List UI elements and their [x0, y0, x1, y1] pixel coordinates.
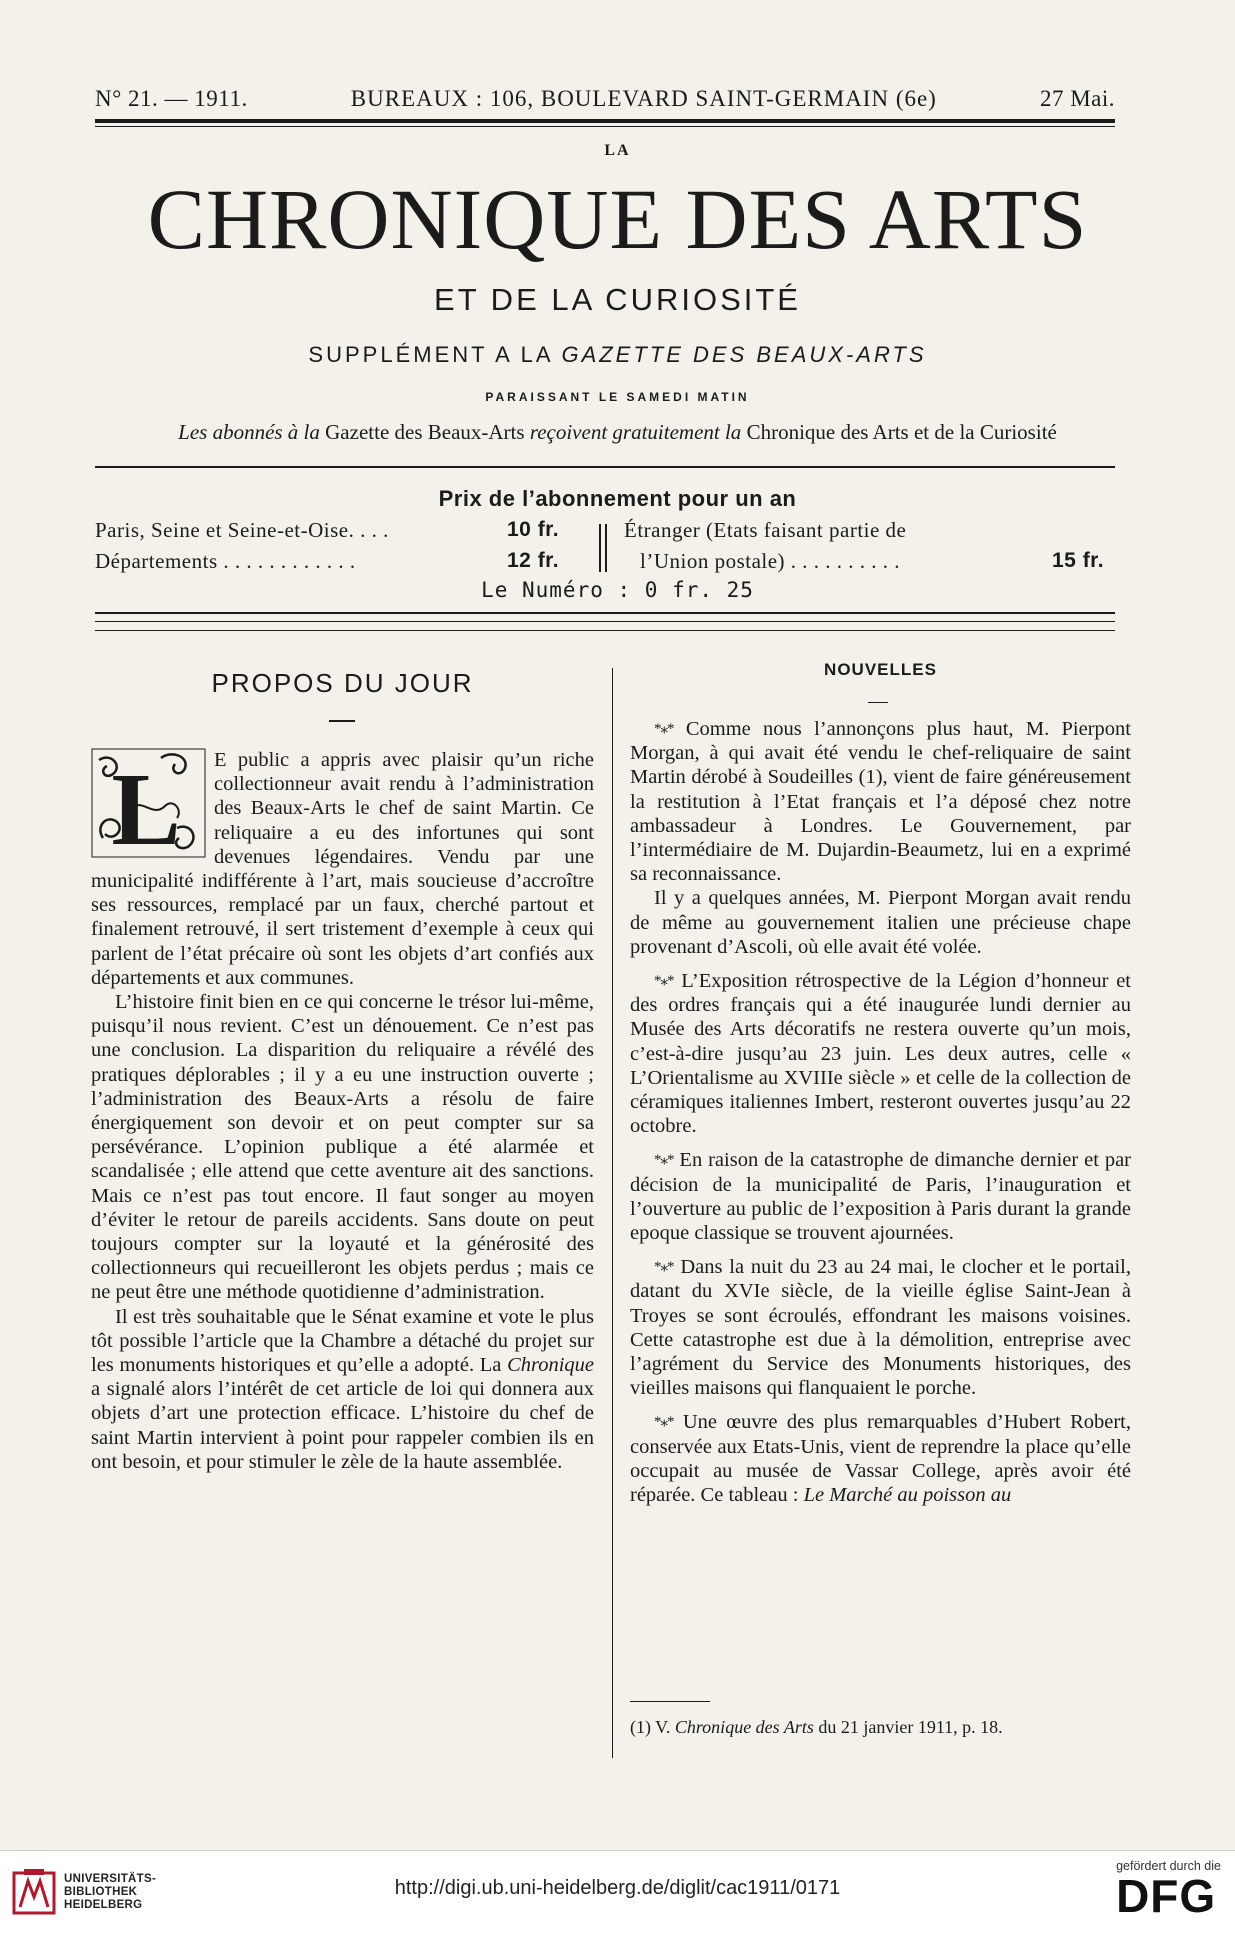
- asterism-icon: *⁎*: [654, 1152, 674, 1169]
- departements-label: Départements . . . . . . . . . . . .: [95, 549, 356, 573]
- dfg-label: gefördert durch die: [1116, 1859, 1221, 1873]
- masthead-la: LA: [604, 142, 631, 159]
- nouvelle-2-text: L’Exposition rétrospective de la Légion d’honneur et des ordres français qui a été inaugurée lundi dernier au Musée des Arts décoratifs ne restera ouverte qu’un mois, c’est-à-dire jusqu’au 23 juin. Les deux autres, celle « L’Orientalisme au XVIIIe siècle » et celle de la collection de céramiques italiennes Imbert, resteront ouvertes jusqu’au 22 octobre.: [630, 970, 1131, 1138]
- nouvelle-4: [630, 1255, 1131, 1400]
- nouvelles-column: [630, 717, 1131, 1507]
- subscribers-note-part3: reçoivent gratuitement la: [529, 420, 742, 444]
- subscription-title: Prix de l’abonnement pour un an: [438, 486, 797, 511]
- issue-number: N° 21. — 1911.: [95, 86, 248, 111]
- subscribers-note-part1: Les abonnés à la: [178, 420, 320, 444]
- supplement-prefix: SUPPLÉMENT A LA: [308, 342, 562, 367]
- propos-paragraph-2: L’histoire finit bien en ce qui concerne le trésor lui-même, puisqu’il nous revient. C’est un dénouement. Ce n’est pas une conclusion. La disparition du reliquaire a révélé des pratiques déplorables ; il y a eu une instruction ouverte ; l’administration des Beaux-Arts a résolu de faire énergiquement son devoir et on peut compter sur sa persévérance. L’opinion publique a été alarmée et scandalisée ; elle attend que cette aventure ait des sanctions. Mais ce n’est pas tout encore. Il faut songer au moyen d’éviter le retour de pareils accidents. Sans doute on peut toujours compter sur la loyauté et la générosité des collectionneurs qui recueilleront les objets perdus ; mais ce ne peut être une méthode quotidienne d’administration.: [91, 991, 594, 1304]
- nouvelle-3: [630, 1148, 1131, 1245]
- subscription-departements: [95, 549, 595, 574]
- footnote-title: Chronique des Arts: [674, 1717, 814, 1737]
- supplement-gazette: GAZETTE DES BEAUX-ARTS: [561, 342, 927, 367]
- nouvelles-title: NOUVELLES: [824, 660, 937, 679]
- uni-line-1: UNIVERSITÄTS-: [64, 1872, 157, 1885]
- subscription-bottom-rule-3: [95, 630, 1115, 631]
- issue-date: 27 Mai.: [1039, 86, 1115, 111]
- supplement-line: [0, 342, 1235, 368]
- subscription-paris: [95, 518, 595, 543]
- propos-paragraph-3: [91, 1305, 594, 1474]
- etranger-label: l’Union postale) . . . . . . . . . .: [640, 549, 901, 573]
- ornamental-dropcap-icon: [91, 748, 206, 858]
- nouvelles-title-dash: [868, 702, 888, 703]
- paris-price: 10 fr.: [507, 518, 560, 541]
- footnote: [630, 1716, 1131, 1738]
- propos-paragraph-1-text: E public a appris avec plaisir qu’un riche collectionneur avait rendu à l’administration des Beaux-Arts le chef de saint Martin. Ce reliquaire a eu des infortunes qui sont devenues légendaires. Vendu par une municipalité indifférente à l’art, mais soucieuse d’accroître ses ressources, remplacé par un faux, cherché partout et finalement retrouvé, il sert tristement d’exemple à ceux qui parlent de l’état précaire où sont les objets d’art confiés aux départements et aux communes.: [91, 749, 594, 989]
- footnote-rule: [630, 1701, 710, 1702]
- nouvelle-1b: Il y a quelques années, M. Pierpont Morgan avait rendu de même au gouvernement italien une précieuse chape provenant d’Ascoli, où elle avait été volée.: [630, 887, 1131, 958]
- uni-line-3: HEIDELBERG: [64, 1898, 143, 1911]
- propos-title-dash: [329, 720, 355, 722]
- newspaper-subtitle: ET DE LA CURIOSITÉ: [434, 282, 801, 317]
- nouvelle-1-text: Comme nous l’annonçons plus haut, M. Pierpont Morgan, à qui avait été vendu le chef-reliquaire de saint Martin dérobé à Soudeilles (1), vient de faire généreusement la restitution à l’Etat français et l’a déposé chez notre ambassadeur à Londres. Le Gouvernement, par l’intermédiaire de M. Dujardin-Beaumetz, lui en a exprimé sa reconnaissance.: [630, 718, 1131, 886]
- single-issue-price: Le Numéro : 0 fr. 25: [481, 578, 754, 602]
- propos-paragraph-1: [91, 748, 594, 990]
- digitization-footer: [0, 1850, 1235, 1942]
- digitization-url-link[interactable]: http://digi.ub.uni-heidelberg.de/diglit/cac1911/0171: [394, 1877, 841, 1899]
- propos-du-jour-title: PROPOS DU JOUR: [211, 668, 474, 698]
- propos-p3-part2: a signalé alors l’intérêt de cet article de loi qui donnera aux objets d’art une protection efficace. L’histoire du chef de saint Martin intervient à point pour rappeler combien ils en ont besoin, et pour stimuler le zèle de la haute assemblée.: [91, 1378, 594, 1473]
- subscription-divider-2: [605, 524, 607, 572]
- dfg-logo-text: DFG: [1116, 1870, 1217, 1922]
- publication-schedule: PARAISSANT LE SAMEDI MATIN: [485, 390, 750, 404]
- propos-p3-chronique: Chronique: [507, 1354, 594, 1377]
- newspaper-title: CHRONIQUE DES ARTS: [147, 171, 1088, 267]
- bureaux-address: BUREAUX : 106, BOULEVARD SAINT-GERMAIN (6e): [350, 86, 937, 111]
- nouvelle-1: [630, 717, 1131, 886]
- nouvelle-4-text: Dans la nuit du 23 au 24 mai, le clocher et le portail, datant du XVIe siècle, de la vieille église Saint-Jean à Troyes se sont écroulés, effondrant les maisons voisines. Cette catastrophe est due à la démolition, entreprise avec l’agrément du Service des Monuments historiques, des vieilles maisons qui flanquaient le porche.: [630, 1256, 1132, 1400]
- etranger-price: 15 fr.: [1052, 549, 1105, 572]
- dropcap-letter: L: [111, 752, 181, 858]
- nouvelle-5-text: Une œuvre des plus remarquables d’Hubert Robert, conservée aux Etats-Unis, vient de reprendre la place qu’elle occupait au musée de Vassar College, après avoir été réparée. Ce tableau :: [630, 1411, 1131, 1507]
- asterism-icon: *⁎*: [654, 1259, 674, 1276]
- nouvelle-5: [630, 1410, 1131, 1507]
- masthead-rule: [95, 119, 1115, 123]
- nouvelle-2: [630, 969, 1131, 1138]
- subscription-bottom-rule-2: [95, 621, 1115, 622]
- propos-du-jour-article: [91, 748, 594, 1474]
- column-divider: [612, 668, 613, 1758]
- uni-line-2: BIBLIOTHEK: [64, 1885, 138, 1898]
- departements-price: 12 fr.: [507, 549, 560, 572]
- masthead-rule-thin: [95, 126, 1115, 127]
- nouvelle-3-text: En raison de la catastrophe de dimanche dernier et par décision de la municipalité de Paris, l’inauguration et l’ouverture au public de l’exposition à Paris durant la grande epoque classique se trouvent ajournées.: [630, 1149, 1132, 1245]
- subscription-etranger-line2: [640, 549, 1120, 574]
- propos-p3-part1: Il est très souhaitable que le Sénat examine et vote le plus tôt possible l’article que la Chambre a détaché du projet sur les monuments historiques et qu’elle a adopté. La: [91, 1305, 594, 1377]
- paris-label: Paris, Seine et Seine-et-Oise. . . .: [95, 518, 389, 542]
- asterism-icon: *⁎*: [654, 1414, 674, 1431]
- subscription-etranger-line1: Étranger (Etats faisant partie de: [624, 518, 907, 542]
- footnote-date: du 21 janvier 1911, p. 18.: [813, 1717, 1003, 1737]
- subscription-divider-1: [599, 524, 601, 572]
- subscribers-note-part2: Gazette des Beaux-Arts: [319, 420, 530, 444]
- subscribers-note: [0, 420, 1235, 445]
- issue-line: [95, 86, 1115, 112]
- asterism-icon: *⁎*: [654, 721, 674, 737]
- nouvelle-5-title: Le Marché au poisson au: [803, 1484, 1012, 1507]
- asterism-icon: *⁎*: [654, 973, 674, 990]
- subscription-bottom-rule: [95, 612, 1115, 614]
- dfg-logo[interactable]: [1116, 1859, 1221, 1922]
- subscribers-note-part4: Chronique des Arts et de la Curiosité: [741, 420, 1057, 444]
- footnote-ref: (1) V.: [630, 1717, 675, 1737]
- subscription-top-rule: [95, 466, 1115, 468]
